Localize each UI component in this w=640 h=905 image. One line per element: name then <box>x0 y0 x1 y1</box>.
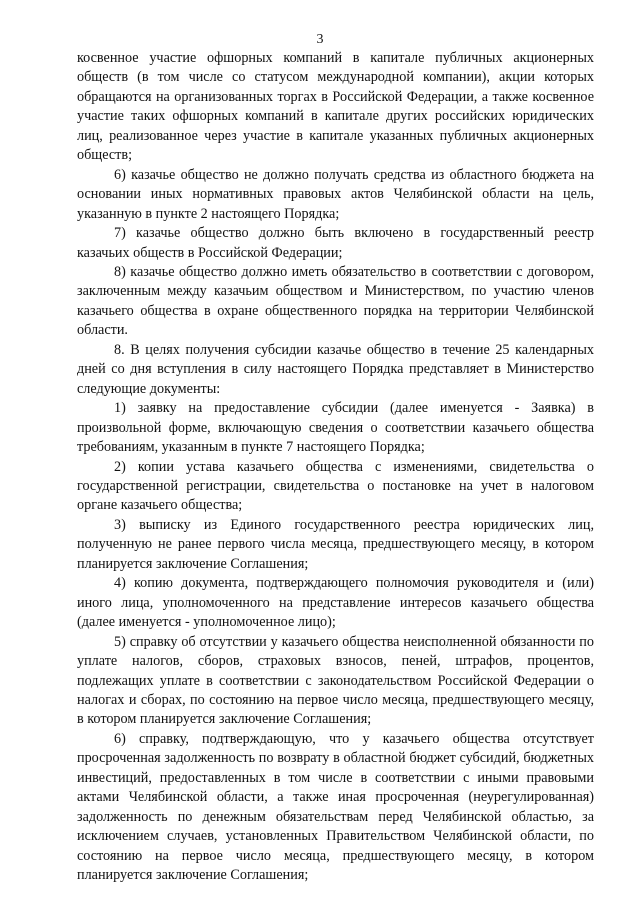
paragraph-continuation: косвенное участие офшорных компаний в капитале публичных акционерных обществ (в том числе со статусом международной компании), акции которых обращаются на организованных торгах в Российской Федерации, а также косвенное участие таких офшорных компаний в капитале других российских юридических лиц, реализованное через участие в капитале указанных публичных акционерных обществ; <box>77 50 594 164</box>
paragraph-clause-8: 8. В целях получения субсидии казачье общество в течение 25 календарных дней со дня вступления в силу настоящего Порядка представляет в Министерство следующие документы: <box>77 341 594 397</box>
document-body <box>77 49 594 885</box>
paragraph-doc-5: 5) справку об отсутствии у казачьего общества неисполненной обязанности по уплате налогов, сборов, страховых взносов, пеней, штрафов, процентов, подлежащих уплате в соответствии с законодательством Российской Федерации о налогах и сборах, по состоянию на первое число месяца, предшествующего месяцу, в котором планируется заключение Соглашения; <box>77 633 594 728</box>
paragraph-item-6: 6) казачье общество не должно получать средства из областного бюджета на основании иных нормативных правовых актов Челябинской области на цель, указанную в пункте 2 настоящего Порядка; <box>77 166 594 222</box>
paragraph-doc-1: 1) заявку на предоставление субсидии (далее именуется - Заявка) в произвольной форме, включающую сведения о соответствии казачьего общества требованиям, указанным в пункте 7 настоящего Порядка; <box>77 400 594 456</box>
paragraph-item-8: 8) казачье общество должно иметь обязательство в соответствии с договором, заключенным между казачьим обществом и Министерством, по участию членов казачьего общества в охране общественного порядка на территории Челябинской области. <box>77 263 594 339</box>
paragraph-doc-3: 3) выписку из Единого государственного реестра юридических лиц, полученную не ранее первого числа месяца, предшествующего месяцу, в котором планируется заключение Соглашения; <box>77 516 594 572</box>
paragraph-doc-4: 4) копию документа, подтверждающего полномочия руководителя и (или) иного лица, уполномоченного на представление интересов казачьего общества (далее именуется - уполномоченное лицо); <box>77 575 594 631</box>
paragraph-doc-6: 6) справку, подтверждающую, что у казачьего общества отсутствует просроченная задолженность по возврату в областной бюджет субсидий, бюджетных инвестиций, предоставленных в том числе в соответствии с иными правовыми актами Челябинской области, а также иная просроченная (неурегулированная) задолженность по денежным обязательствам перед Челябинской областью, за исключением случаев, установленных Правительством Челябинской области, по состоянию на первое число месяца, предшествующего месяцу, в котором планируется заключение Соглашения; <box>77 730 594 884</box>
page-number: 3 <box>316 32 324 47</box>
paragraph-item-7: 7) казачье общество должно быть включено в государственный реестр казачьих обществ в Российской Федерации; <box>77 225 594 261</box>
paragraph-doc-2: 2) копии устава казачьего общества с изменениями, свидетельства о государственной регистрации, свидетельства о постановке на учет в налоговом органе казачьего общества; <box>77 458 594 514</box>
